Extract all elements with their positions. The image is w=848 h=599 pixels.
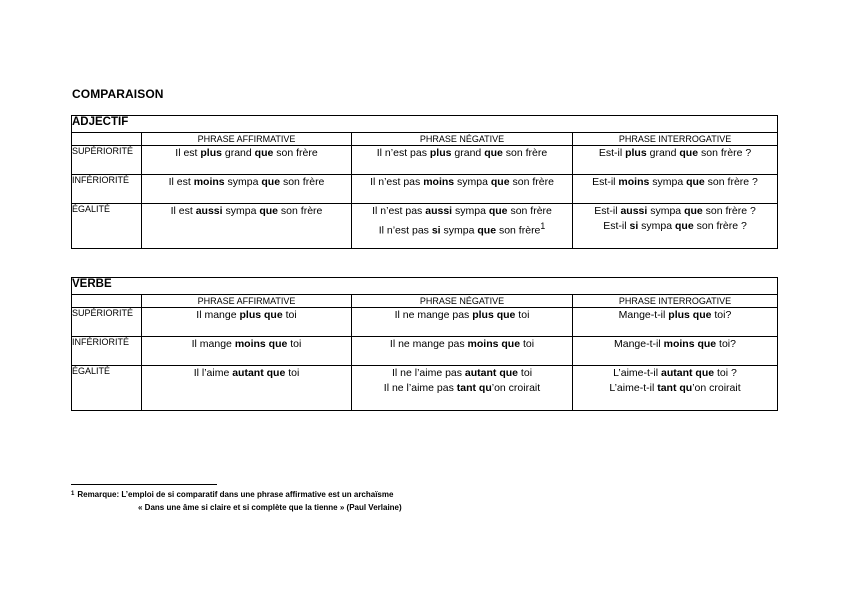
- cell-affirmative: [142, 175, 352, 204]
- cell-interrogative: [573, 204, 778, 249]
- cell-negative: [352, 204, 573, 249]
- cell-negative: [352, 366, 573, 411]
- table-row: [72, 337, 778, 366]
- cell-line: Est-il aussi sympa que son frère ?: [594, 205, 756, 217]
- cell-line: Il ne l’aime pas autant que toi: [391, 367, 533, 379]
- table-row: [72, 366, 778, 411]
- cell-line: Il mange moins que toi: [191, 338, 302, 350]
- cell-line: Mange-t-il plus que toi?: [618, 309, 732, 321]
- empty-header-cell: [72, 133, 142, 146]
- section-title: ADJECTIF: [72, 116, 778, 133]
- cell-interrogative: [573, 308, 778, 337]
- row-label: ÉGALITÉ: [72, 204, 142, 249]
- cell-affirmative: [142, 366, 352, 411]
- table-row: [72, 146, 778, 175]
- footnote-quote: « Dans une âme si claire et si complète que la tienne » (Paul Verlaine): [138, 503, 402, 512]
- footnote-text: Remarque: L’emploi de si comparatif dans une phrase affirmative est un archaïsme: [77, 490, 394, 499]
- footnote-remark: [71, 490, 393, 499]
- column-header-affirmative: PHRASE AFFIRMATIVE: [142, 295, 352, 308]
- empty-header-cell: [72, 295, 142, 308]
- column-header-interrogative: PHRASE INTERROGATIVE: [573, 295, 778, 308]
- cell-line: Il n’est pas aussi sympa que son frère: [372, 205, 552, 217]
- cell-line: Il n’est pas moins sympa que son frère: [370, 176, 554, 188]
- cell-line: Mange-t-il moins que toi?: [614, 338, 736, 350]
- cell-line: Il ne mange pas moins que toi: [389, 338, 535, 350]
- column-header-interrogative: PHRASE INTERROGATIVE: [573, 133, 778, 146]
- cell-line: Il ne l’aime pas tant qu’on croirait: [383, 382, 541, 394]
- table-row: [72, 204, 778, 249]
- cell-line: Il mange plus que toi: [196, 309, 297, 321]
- cell-line: Est-il moins sympa que son frère ?: [592, 176, 758, 188]
- page-title: COMPARAISON: [72, 87, 164, 101]
- verbe-table: [71, 277, 778, 411]
- cell-affirmative: [142, 337, 352, 366]
- cell-line: Il ne mange pas plus que toi: [394, 309, 530, 321]
- row-label: SUPÉRIORITÉ: [72, 308, 142, 337]
- cell-affirmative: [142, 204, 352, 249]
- cell-negative: [352, 308, 573, 337]
- cell-affirmative: [142, 146, 352, 175]
- cell-negative: [352, 175, 573, 204]
- adjectif-table: [71, 115, 778, 249]
- cell-negative: [352, 146, 573, 175]
- cell-interrogative: [573, 337, 778, 366]
- row-label: ÉGALITÉ: [72, 366, 142, 411]
- footnote-mark: 1: [71, 491, 75, 497]
- cell-line: Est-il plus grand que son frère ?: [598, 147, 752, 159]
- cell-interrogative: [573, 366, 778, 411]
- cell-interrogative: [573, 146, 778, 175]
- footnote-divider: [71, 484, 217, 485]
- row-label: INFÉRIORITÉ: [72, 337, 142, 366]
- column-header-affirmative: PHRASE AFFIRMATIVE: [142, 133, 352, 146]
- section-title: VERBE: [72, 278, 778, 295]
- cell-negative: [352, 337, 573, 366]
- cell-line: L’aime-t-il autant que toi ?: [613, 367, 737, 379]
- column-header-negative: PHRASE NÉGATIVE: [352, 295, 573, 308]
- row-label: SUPÉRIORITÉ: [72, 146, 142, 175]
- table-row: [72, 175, 778, 204]
- cell-line: Est-il si sympa que son frère ?: [603, 220, 747, 232]
- cell-interrogative: [573, 175, 778, 204]
- cell-affirmative: [142, 308, 352, 337]
- cell-line: Il n’est pas si sympa que son frère$^1$: [378, 221, 546, 237]
- cell-line: Il n’est pas plus grand que son frère: [376, 147, 548, 159]
- cell-line: Il l’aime autant que toi: [193, 367, 300, 379]
- cell-line: Il est aussi sympa que son frère: [170, 205, 323, 217]
- row-label: INFÉRIORITÉ: [72, 175, 142, 204]
- cell-line: L’aime-t-il tant qu’on croirait: [609, 382, 741, 394]
- cell-line: Il est plus grand que son frère: [175, 147, 318, 159]
- cell-line: Il est moins sympa que son frère: [168, 176, 325, 188]
- column-header-negative: PHRASE NÉGATIVE: [352, 133, 573, 146]
- table-row: [72, 308, 778, 337]
